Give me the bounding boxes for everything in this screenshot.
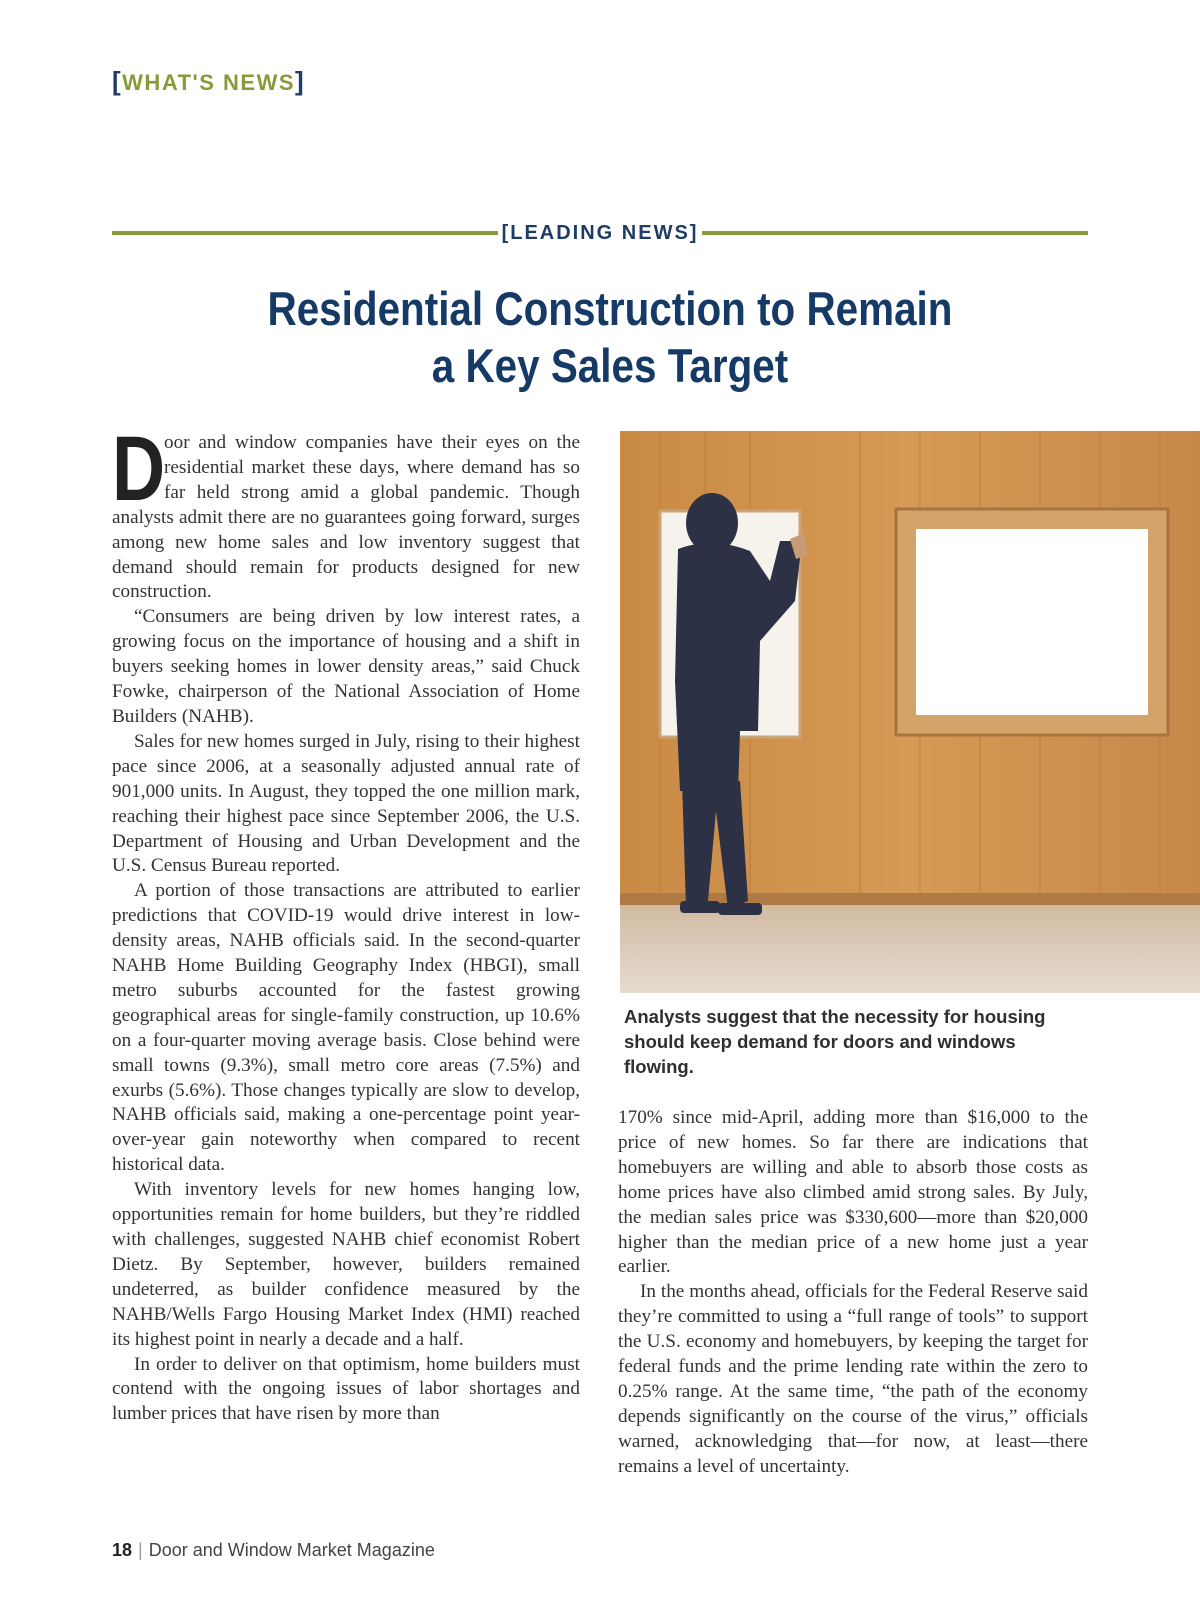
headline: [223, 280, 997, 394]
article-column-right: [618, 1106, 1088, 1480]
paragraph-7: 170% since mid-April, adding more than $16,000 to the price of new homes. So far there are indications that homebuyers are willing and able to absorb those costs as home prices have also climbed amid strong sales. By July, the median sales price was $330,600—more than $20,000 higher than the median price of a new home just a year earlier.: [618, 1107, 1088, 1278]
headline-line-2: a Key Sales Target: [431, 339, 789, 392]
publication-name: Door and Window Market Magazine: [148, 1540, 435, 1560]
paragraph-5: With inventory levels for new homes hanging low, opportunities remain for home builders, but they’re riddled with challenges, suggested NAHB chief economist Robert Dietz. By September, however, builders remained undeterred, as builder confidence measured by the NAHB/Wells Fargo Housing Market Index (HMI) reached its highest point in nearly a decade and a half.: [112, 1179, 580, 1350]
section-tag: [112, 66, 305, 97]
kicker-rule: [112, 218, 1088, 248]
article-photo: [620, 431, 1200, 993]
paragraph-6: In order to deliver on that optimism, home builders must contend with the ongoing issues of labor shortages and lumber prices that have risen by more than: [112, 1353, 580, 1425]
kicker-label: [LEADING NEWS]: [501, 221, 699, 244]
kicker-rule-right: [702, 231, 1088, 235]
section-tag-close-bracket: ]: [295, 66, 306, 96]
kicker-rule-left: [112, 231, 498, 235]
paragraph-1-text: oor and window companies have their eyes on the residential market these days, where demand has so far held strong amid a global pandemic. Though analysts admit there are no guarantees going forward, surges among new home sales and low inventory suggest that demand should remain for products designed for new construction.: [112, 432, 580, 603]
paragraph-3: Sales for new homes surged in July, rising to their highest pace since 2006, at a seasonally adjusted annual rate of 901,000 units. In August, they topped the one million mark, reaching their highest pace since September 2006, the U.S. Department of Housing and Urban Development and the U.S. Census Bureau reported.: [112, 730, 580, 877]
drop-cap: D: [112, 418, 166, 520]
photo-caption: Analysts suggest that the necessity for housing should keep demand for doors and windows flowing.: [624, 1006, 1046, 1077]
section-tag-open-bracket: [: [112, 66, 123, 96]
headline-line-1: Residential Construction to Remain: [267, 282, 953, 335]
photo-worker-installing-window: [620, 431, 1200, 993]
paragraph-1: [112, 418, 580, 605]
footer-separator: |: [138, 1540, 143, 1560]
page-number: 18: [112, 1540, 133, 1560]
paragraph-4: A portion of those transactions are attributed to earlier predictions that COVID-19 would drive interest in low-density areas, NAHB officials said. In the second-quarter NAHB Home Building Geography Index (HBGI), small metro suburbs accounted for the fastest growing geographical areas for single-family construction, up 10.6% on a four-quarter moving average basis. Close behind were small towns (9.3%), small metro core areas (7.5%) and exurbs (5.6%). Those changes typically are slow to develop, NAHB officials said, making a one-percentage point year-over-year gain noteworthy when compared to recent historical data.: [112, 880, 580, 1176]
paragraph-2: “Consumers are being driven by low interest rates, a growing focus on the importance of housing and a shift in buyers seeking homes in lower density areas,” said Chuck Fowke, chairperson of the National Association of Home Builders (NAHB).: [112, 606, 580, 727]
paragraph-8: In the months ahead, officials for the Federal Reserve said they’re committed to using a “full range of tools” to support the U.S. economy and homebuyers, by keeping the target for federal funds and the prime lending rate within the zero to 0.25% range. At the same time, “the path of the economy depends significantly on the course of the virus,” officials warned, acknowledging that—for now, at least—there remains a level of uncertainty.: [618, 1281, 1088, 1477]
article-column-left: [112, 418, 580, 1427]
section-tag-label: WHAT'S NEWS: [122, 70, 296, 95]
page-footer: [112, 1540, 435, 1561]
